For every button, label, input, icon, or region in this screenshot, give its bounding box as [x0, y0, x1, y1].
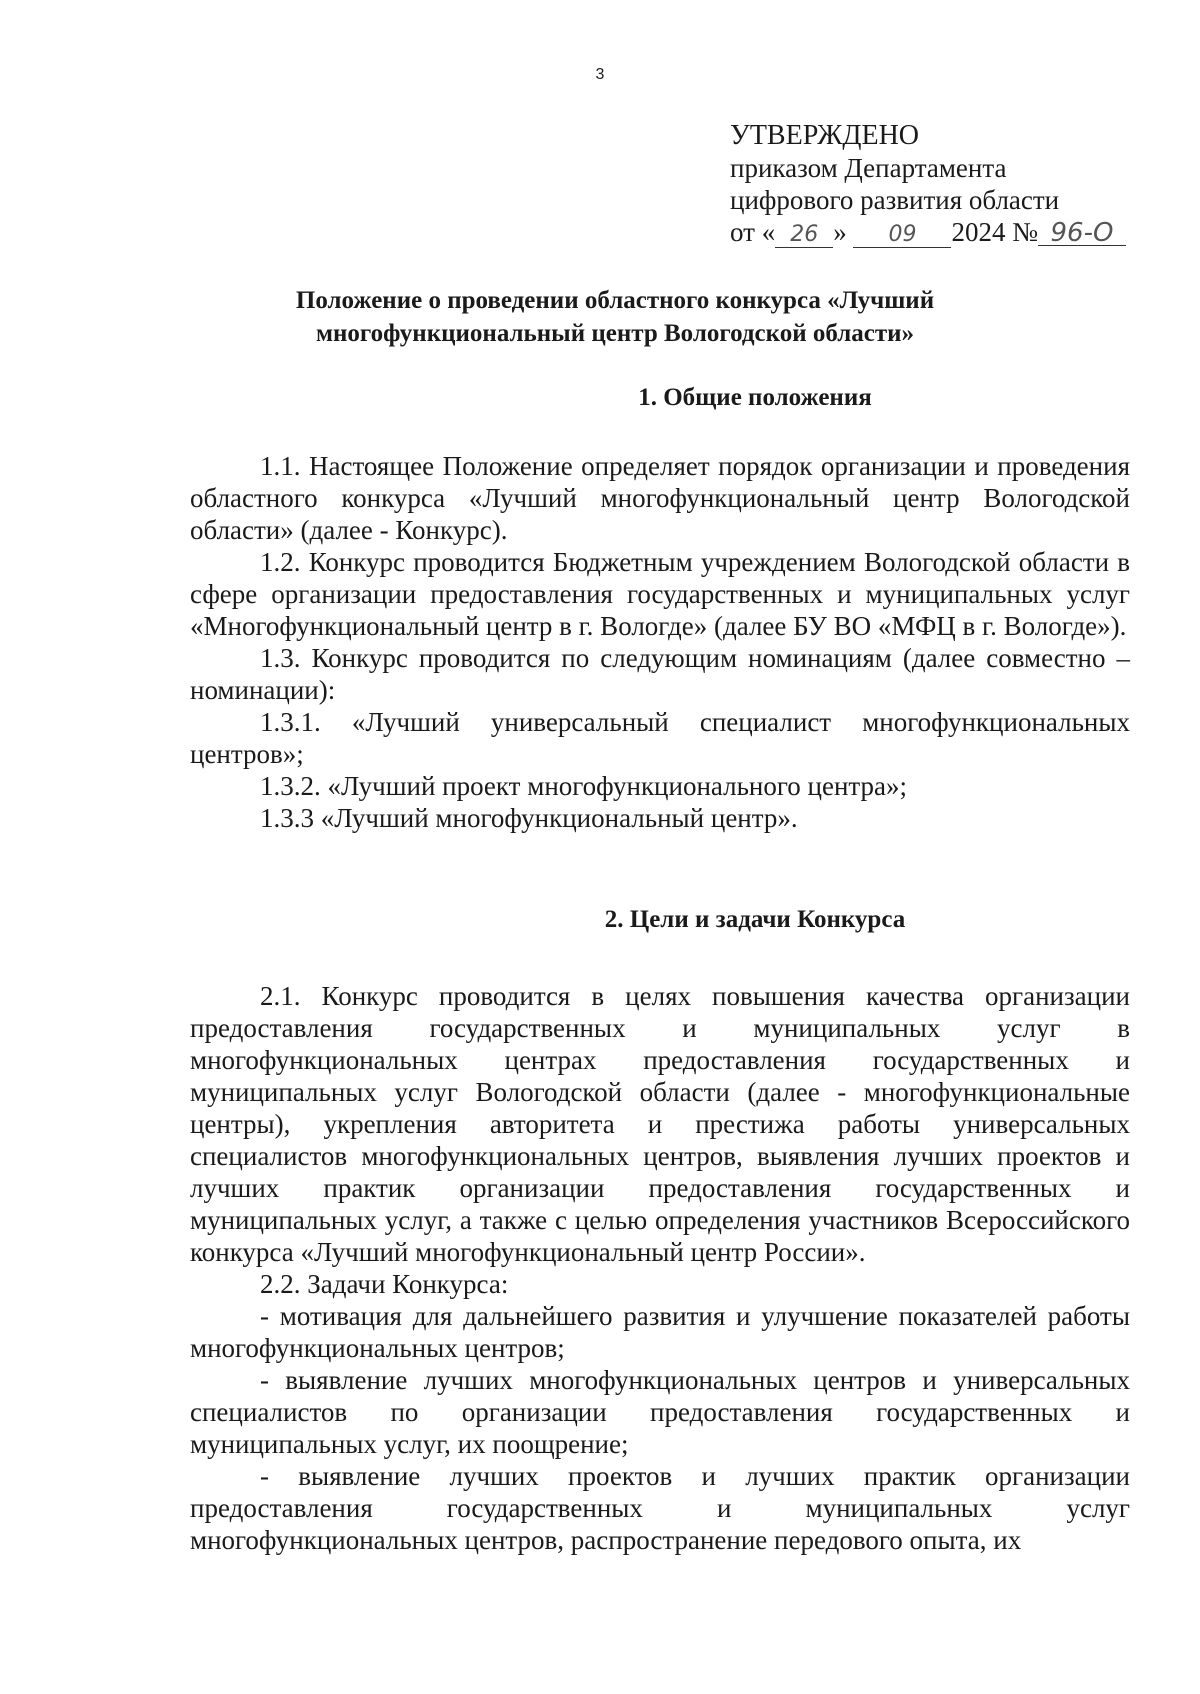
approval-stamp: УТВЕРЖДЕНО — [730, 120, 920, 151]
section-2-heading: 2. Цели и задачи Конкурса — [604, 906, 906, 933]
paragraph-1-2: 1.2. Конкурс проводится Бюджетным учреждением Вологодской области в сфере организации предоставления государственных и муниципальных услуг «Многофункциональный центр в г. Вологде» (далее БУ ВО «МФЦ в г. Вологде»). — [190, 547, 1130, 641]
paragraph-1-1: 1.1. Настоящее Положение определяет порядок организации и проведения областного конкурса «Лучший многофункциональный центр Вологодской области» (далее - Конкурс). — [190, 451, 1130, 545]
year-and-number-label: 2024 № — [951, 217, 1038, 247]
approval-line-2: цифрового развития области — [730, 185, 1060, 215]
approval-block — [730, 120, 1126, 248]
paragraph-2-2-task-3: - выявление лучших проектов и лучших практик организации предоставления государственных и муниципальных услуг многофункциональных центров, распространение передового опыта, их — [190, 1461, 1130, 1555]
approval-date-line — [730, 216, 1126, 248]
handwritten-order-number: 96-О — [1038, 221, 1126, 246]
page-number: 3 — [595, 66, 605, 83]
date-prefix: от « — [730, 217, 776, 247]
paragraph-2-2-task-2: - выявление лучших многофункциональных центров и универсальных специалистов по организации предоставления государственных и муниципальных услуг, их поощрение; — [190, 1365, 1130, 1459]
paragraph-1-3-3: 1.3.3 «Лучший многофункциональный центр». — [260, 803, 798, 833]
date-mid: » — [833, 217, 847, 247]
section-1-body — [190, 450, 1130, 834]
paragraph-1-3-2: 1.3.2. «Лучший проект многофункционального центра»; — [260, 771, 908, 801]
paragraph-1-3: 1.3. Конкурс проводится по следующим номинациям (далее совместно – номинации): — [190, 643, 1130, 705]
title-line-1: Положение о проведении областного конкурса «Лучший — [295, 287, 935, 314]
handwritten-month: 09 — [853, 223, 951, 248]
section-2-body — [190, 980, 1130, 1556]
handwritten-day: 26 — [775, 223, 833, 248]
paragraph-2-2: 2.2. Задачи Конкурса: — [260, 1269, 509, 1299]
paragraph-2-2-task-1: - мотивация для дальнейшего развития и улучшение показателей работы многофункциональных центров; — [190, 1301, 1130, 1363]
paragraph-1-3-1: 1.3.1. «Лучший универсальный специалист многофункциональных центров»; — [190, 707, 1130, 769]
title-line-2: многофункциональный центр Вологодской области» — [315, 320, 915, 347]
approval-line-1: приказом Департамента — [730, 153, 1007, 183]
document-title — [190, 284, 1040, 350]
paragraph-2-1: 2.1. Конкурс проводится в целях повышения качества организации предоставления государственных и муниципальных услуг в многофункциональных центрах предоставления государственных и муниципальных услуг Вологодской области (далее - многофункциональные центры), укрепления авторитета и престижа работы универсальных специалистов многофункциональных центров, выявления лучших проектов и лучших практик организации предоставления государственных и муниципальных услуг, а также с целью определения участников Всероссийского конкурса «Лучший многофункциональный центр России». — [190, 981, 1130, 1267]
section-1-heading: 1. Общие положения — [638, 384, 872, 411]
